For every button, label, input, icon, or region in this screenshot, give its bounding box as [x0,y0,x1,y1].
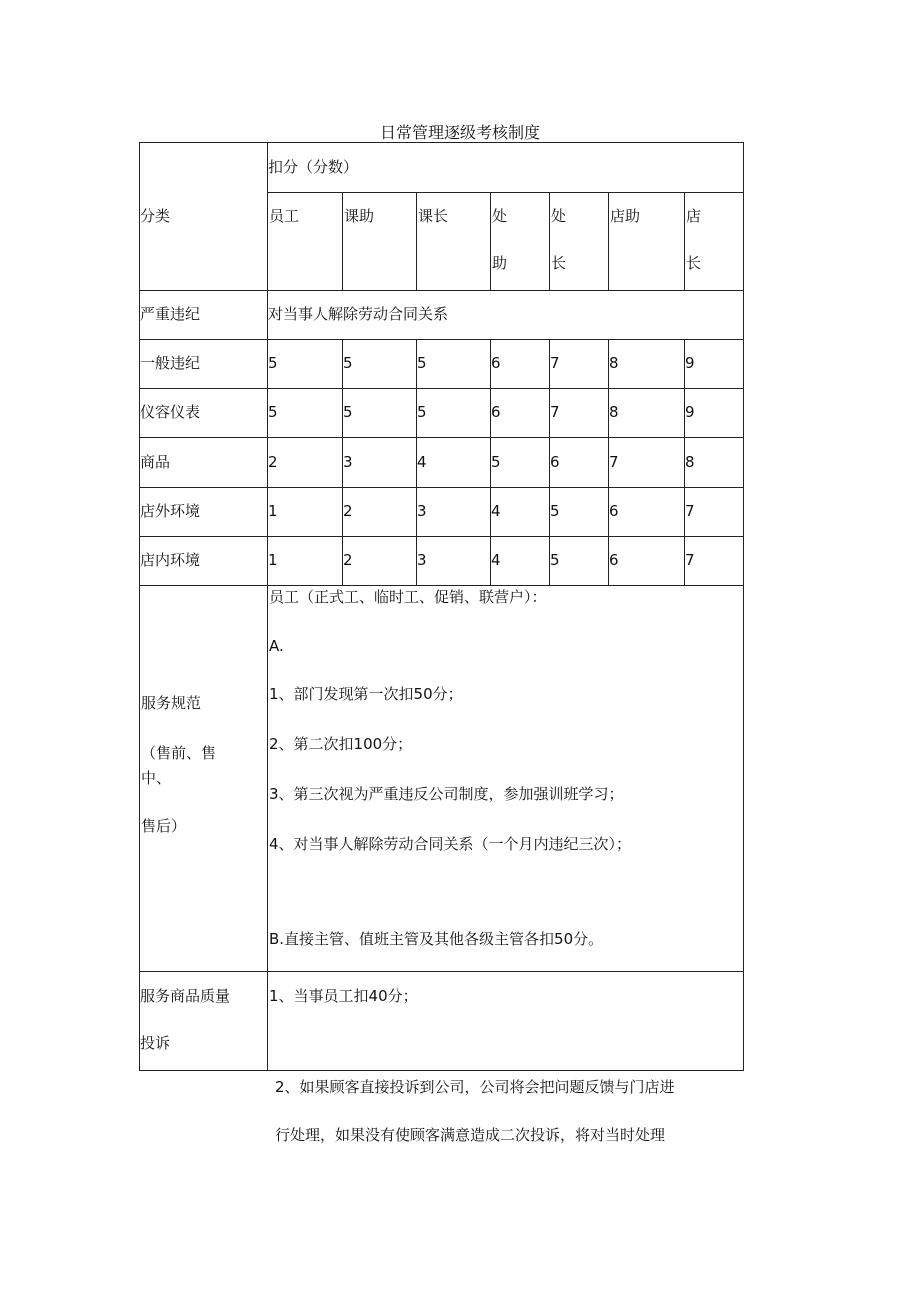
score-cell: 4 [417,438,491,488]
deduction-header: 扣分（分数） [268,143,744,193]
table-row [140,340,744,389]
table-row [140,537,744,586]
row-label: 店外环境 [140,488,268,537]
role-employee: 员工 [268,193,343,291]
score-cell: 4 [491,537,550,586]
score-cell: 1 [268,488,343,537]
role-store-manager: 店 长 [685,193,744,291]
quality-complaint-row [140,972,744,1071]
score-cell: 2 [343,488,417,537]
row-label: 商品 [140,438,268,488]
score-cell: 4 [491,488,550,537]
row-label: 店内环境 [140,537,268,586]
quality-complaint-label: 服务商品质量 投诉 [140,972,268,1071]
header-row-1 [140,143,744,193]
score-cell: 6 [550,438,609,488]
score-cell: 5 [550,537,609,586]
quality-complaint-text: 1、当事员工扣40分； [268,972,744,1071]
score-cell: 5 [491,438,550,488]
score-cell: 3 [417,488,491,537]
score-cell: 7 [550,340,609,389]
score-cell: 5 [343,389,417,438]
score-cell: 5 [343,340,417,389]
service-standard-label: 服务规范 （售前、售 中、 售后） [140,586,268,972]
row-label: 严重违纪 [140,291,268,340]
score-cell: 5 [417,389,491,438]
score-cell: 7 [550,389,609,438]
score-cell: 3 [417,537,491,586]
table-row [140,438,744,488]
serious-violation-text: 对当事人解除劳动合同关系 [268,291,744,340]
score-cell: 5 [550,488,609,537]
table-row [140,488,744,537]
role-section-chief: 课长 [417,193,491,291]
score-cell: 3 [343,438,417,488]
assessment-table [139,142,744,1071]
role-section-assistant: 课助 [343,193,417,291]
score-cell: 9 [685,389,744,438]
score-cell: 8 [609,340,685,389]
document-title: 日常管理逐级考核制度 [379,123,540,142]
serious-violation-row [140,291,744,340]
score-cell: 5 [268,340,343,389]
score-cell: 9 [685,340,744,389]
role-dept-assistant: 处 助 [491,193,550,291]
score-cell: 5 [417,340,491,389]
score-cell: 2 [343,537,417,586]
score-cell: 8 [685,438,744,488]
role-dept-chief: 处 长 [550,193,609,291]
score-cell: 7 [685,488,744,537]
score-cell: 7 [685,537,744,586]
service-standard-rules: 员工（正式工、临时工、促销、联营户）： A. 1、部门发现第一次扣50分； 2、第二次扣100分； 3、第三次视为严重违反公司制度，参加强训班学习； 4、对当事人解除劳动合同关系（一个月内违纪三次）； B.直接主管、值班主管及其他各级主管各扣50分。 [268,586,744,972]
category-header: 分类 [140,143,268,291]
role-store-assistant: 店助 [609,193,685,291]
table-row [140,389,744,438]
service-standard-row [140,586,744,972]
score-cell: 7 [609,438,685,488]
score-cell: 2 [268,438,343,488]
score-cell: 1 [268,537,343,586]
continuation-line-1: 2、如果顾客直接投诉到公司，公司将会把问题反馈与门店进 [275,1078,675,1096]
score-cell: 6 [491,340,550,389]
row-label: 一般违纪 [140,340,268,389]
score-cell: 6 [609,488,685,537]
score-cell: 6 [609,537,685,586]
continuation-line-2: 行处理，如果没有使顾客满意造成二次投诉，将对当时处理 [275,1126,666,1144]
score-cell: 8 [609,389,685,438]
row-label: 仪容仪表 [140,389,268,438]
score-cell: 5 [268,389,343,438]
score-cell: 6 [491,389,550,438]
